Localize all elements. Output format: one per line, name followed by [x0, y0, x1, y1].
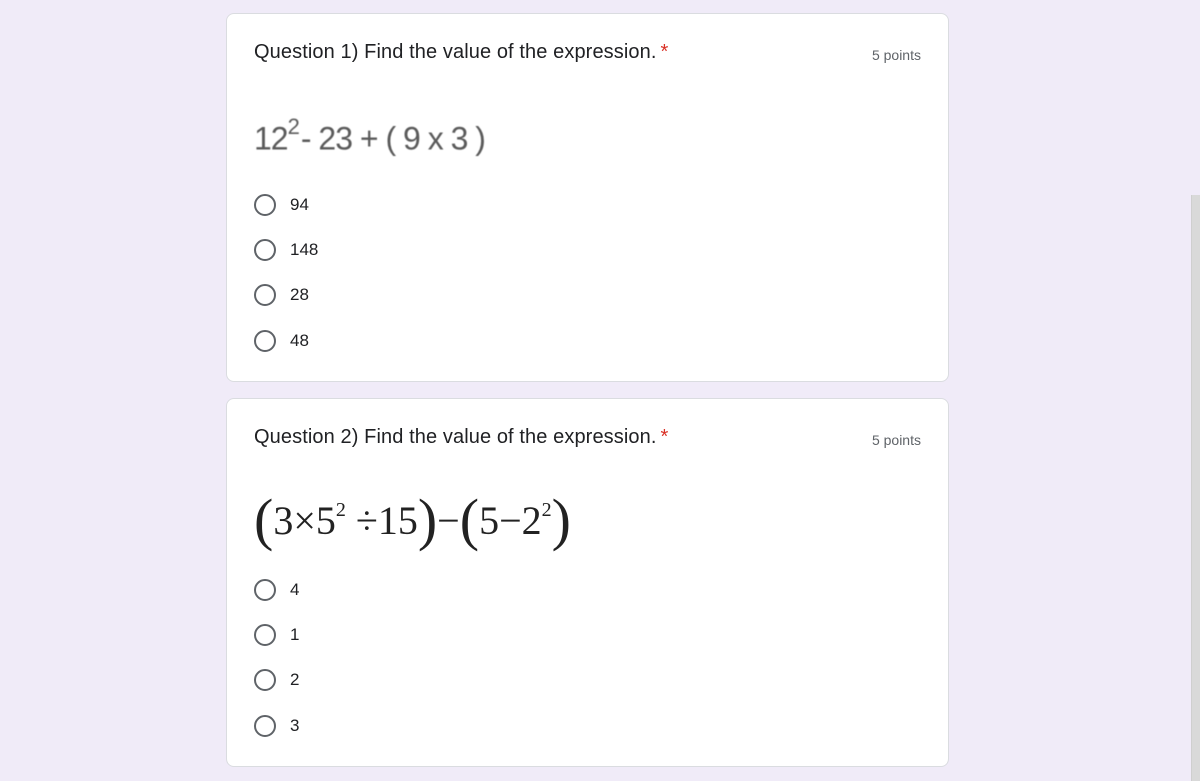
expression-rest: - 23 + ( 9 x 3 )	[300, 120, 485, 157]
open-paren: (	[459, 487, 480, 552]
radio-button[interactable]	[254, 330, 276, 352]
radio-button[interactable]	[254, 669, 276, 691]
answer-option-label: 48	[290, 330, 309, 350]
question-title	[254, 41, 668, 64]
radio-button[interactable]	[254, 194, 276, 216]
expression-minus: −	[437, 498, 460, 543]
question-expression-image	[254, 114, 485, 158]
answer-option[interactable]	[254, 658, 921, 703]
open-paren: (	[254, 487, 274, 552]
question-title-text: Question 1) Find the value of the expression.	[254, 41, 657, 63]
answer-option[interactable]	[254, 182, 921, 227]
question-title	[254, 426, 668, 449]
question-title-text: Question 2) Find the value of the expression.	[254, 426, 657, 448]
answer-option-label: 3	[290, 715, 300, 735]
answer-option-label: 4	[290, 579, 300, 599]
expression-part: 5−2	[479, 498, 542, 543]
question-card-2	[226, 398, 949, 767]
answer-option[interactable]	[254, 318, 921, 363]
expression-exponent: 2	[287, 114, 299, 139]
question-header	[254, 426, 921, 456]
question-card-1	[226, 13, 949, 382]
expression-part: 3×5	[273, 498, 336, 543]
answer-options	[254, 182, 921, 363]
question-header	[254, 41, 921, 71]
answer-option-label: 28	[290, 285, 309, 305]
answer-option-label: 148	[290, 239, 319, 259]
expression-base: 12	[254, 120, 288, 157]
required-asterisk: *	[660, 41, 669, 63]
answer-option[interactable]	[254, 227, 921, 272]
radio-button[interactable]	[254, 284, 276, 306]
expression-part: ÷15	[345, 498, 418, 543]
radio-button[interactable]	[254, 624, 276, 646]
answer-option-label: 1	[290, 624, 300, 644]
radio-button[interactable]	[254, 579, 276, 601]
answer-option-label: 2	[290, 670, 300, 690]
answer-option[interactable]	[254, 703, 921, 748]
answer-option[interactable]	[254, 273, 921, 318]
page-scrollbar[interactable]	[1191, 195, 1200, 781]
answer-option-label: 94	[290, 194, 309, 214]
close-paren: )	[417, 487, 438, 552]
answer-option[interactable]	[254, 612, 921, 657]
close-paren: )	[551, 487, 571, 552]
answer-option[interactable]	[254, 567, 921, 612]
question-points: 5 points	[871, 432, 921, 448]
radio-button[interactable]	[254, 715, 276, 737]
expression-exponent: 2	[541, 498, 552, 521]
radio-button[interactable]	[254, 239, 276, 261]
question-expression-image	[254, 481, 571, 552]
question-points: 5 points	[871, 47, 921, 63]
answer-options	[254, 567, 921, 748]
required-asterisk: *	[660, 426, 669, 448]
expression-exponent: 2	[335, 498, 346, 521]
